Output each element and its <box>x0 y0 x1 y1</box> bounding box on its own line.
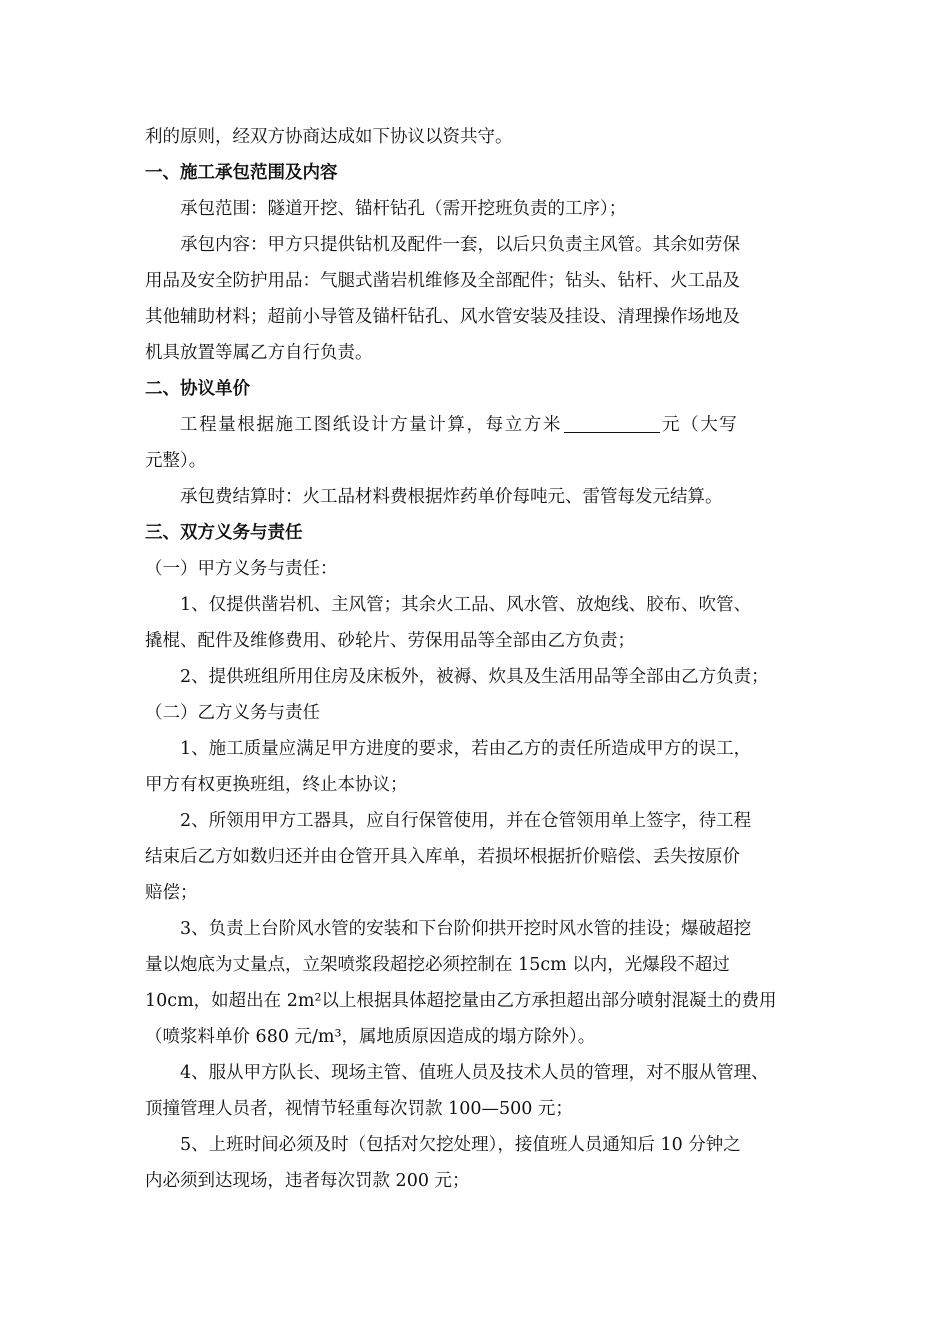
content-paragraph-line: 机具放置等属乙方自行负责。 <box>145 343 373 363</box>
party-a-item-2: 2、提供班组所用住房及床板外，被褥、炊具及生活用品等全部由乙方负责； <box>180 667 769 687</box>
party-b-item-2-cont: 结束后乙方如数归还并由仓管开具入库单，若损坏根据折价赔偿、丢失按原价 <box>145 847 740 867</box>
section-2-heading: 二、协议单价 <box>145 379 250 399</box>
unit-price-blank <box>564 414 660 433</box>
settlement-paragraph: 承包费结算时：火工品材料费根据炸药单价每吨元、雷管每发元结算。 <box>180 487 723 507</box>
party-b-item-4-cont: 顶撞管理人员者，视情节轻重每次罚款 100—500 元； <box>145 1099 573 1119</box>
party-b-item-3-cont: （喷浆料单价 680 元/m³，属地质原因造成的塌方除外）。 <box>145 1027 596 1047</box>
unit-price-line <box>180 412 738 438</box>
unit-price-uppercase-line: 元整）。 <box>145 451 207 471</box>
party-a-item-1: 1、仅提供凿岩机、主风管；其余火工品、风水管、放炮线、胶布、吹管、 <box>180 595 752 615</box>
intro-line: 利的原则，经双方协商达成如下协议以资共守。 <box>145 127 513 147</box>
party-b-item-1-cont: 甲方有权更换班组，终止本协议； <box>145 775 408 795</box>
party-b-item-1: 1、施工质量应满足甲方进度的要求，若由乙方的责任所造成甲方的误工， <box>180 739 752 759</box>
party-b-item-2-cont: 赔偿； <box>145 883 198 903</box>
party-a-heading: （一）甲方义务与责任： <box>145 559 338 579</box>
unit-price-unit: 元（大写 <box>662 415 739 435</box>
party-b-item-5-cont: 内必须到达现场，违者每次罚款 200 元； <box>145 1171 470 1191</box>
unit-price-text: 工程量根据施工图纸设计方量计算，每立方米 <box>180 415 562 435</box>
content-paragraph-line: 其他辅助材料；超前小导管及锚杆钻孔、风水管安装及挂设、清理操作场地及 <box>145 307 740 327</box>
party-b-item-3: 3、负责上台阶风水管的安装和下台阶仰拱开挖时风水管的挂设；爆破超挖 <box>180 919 752 939</box>
party-a-item-1-cont: 撬棍、配件及维修费用、砂轮片、劳保用品等全部由乙方负责； <box>145 631 635 651</box>
party-b-item-3-cont: 10cm，如超出在 2m²以上根据具体超挖量由乙方承担超出部分喷射混凝土的费用 <box>145 991 777 1011</box>
party-b-item-4: 4、服从甲方队长、现场主管、值班人员及技术人员的管理，对不服从管理、 <box>180 1063 769 1083</box>
section-1-heading: 一、施工承包范围及内容 <box>145 163 338 183</box>
party-b-item-3-cont: 量以炮底为丈量点，立架喷浆段超挖必须控制在 15cm 以内，光爆段不超过 <box>145 955 730 975</box>
party-b-item-2: 2、所领用甲方工器具，应自行保管使用，并在仓管领用单上签字，待工程 <box>180 811 752 831</box>
content-paragraph-line: 用品及安全防护用品：气腿式凿岩机维修及全部配件；钻头、钻杆、火工品及 <box>145 271 740 291</box>
section-3-heading: 三、双方义务与责任 <box>145 523 303 543</box>
content-paragraph-line: 承包内容：甲方只提供钻机及配件一套，以后只负责主风管。其余如劳保 <box>180 235 740 255</box>
party-b-heading: （二）乙方义务与责任 <box>145 703 320 723</box>
scope-paragraph: 承包范围：隧道开挖、锚杆钻孔（需开挖班负责的工序）； <box>180 199 627 219</box>
party-b-item-5: 5、上班时间必须及时（包括对欠挖处理），接值班人员通知后 10 分钟之 <box>180 1135 741 1155</box>
